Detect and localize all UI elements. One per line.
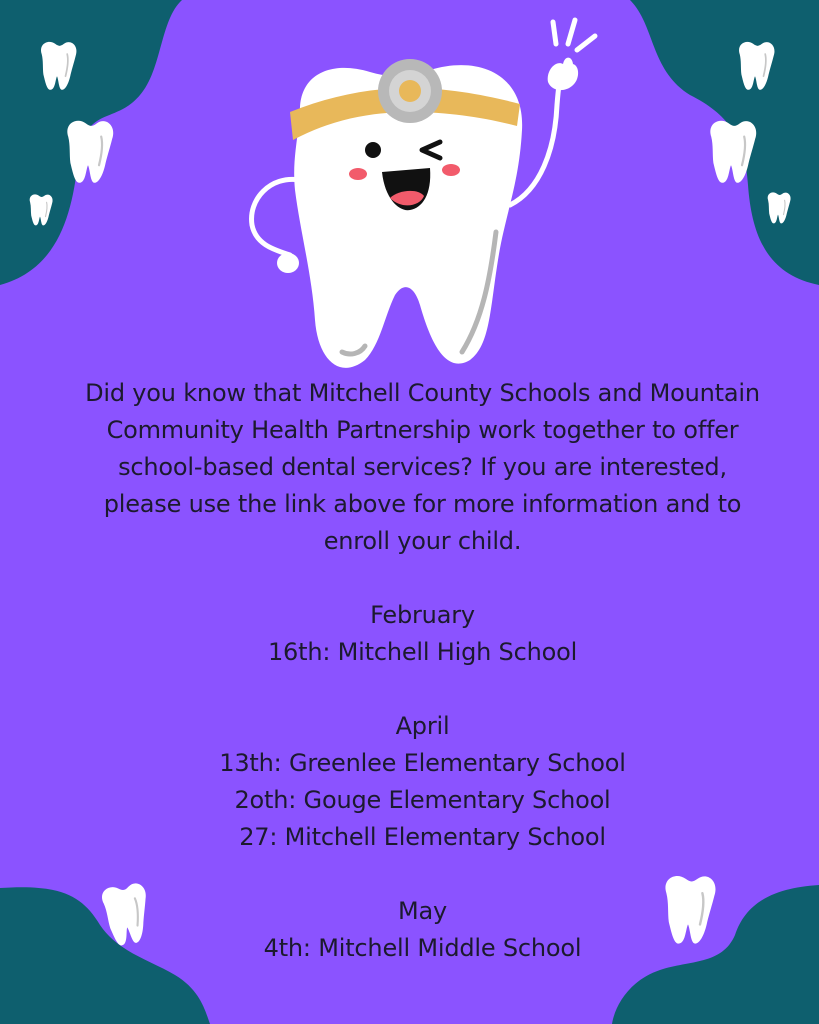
schedule-entry: 4th: Mitchell Middle School [263,934,582,962]
intro-line: school-based dental services? If you are interested, [118,453,727,481]
schedule [40,597,805,967]
month-heading: February [370,601,475,629]
month-group-february [40,597,805,671]
intro-line: please use the link above for more information and to [103,490,742,518]
schedule-entry: 27: Mitchell Elementary School [239,823,606,851]
tooth-icon-top-left-2 [67,121,113,183]
schedule-entry: 13th: Greenlee Elementary School [219,749,626,777]
schedule-entry: 2oth: Gouge Elementary School [234,786,611,814]
intro-line: Did you know that Mitchell County Schools and Mountain [85,379,760,407]
month-heading: May [397,897,448,925]
intro-line: Community Health Partnership work together to offer [106,416,739,444]
schedule-entry: 16th: Mitchell High School [267,638,578,666]
month-heading: April [395,712,450,740]
intro-line: enroll your child. [323,527,522,555]
month-group-may [40,893,805,967]
content [40,375,805,1004]
intro-paragraph [40,375,805,560]
smiling-tooth-mascot-icon [252,20,595,368]
month-group-april [40,708,805,856]
